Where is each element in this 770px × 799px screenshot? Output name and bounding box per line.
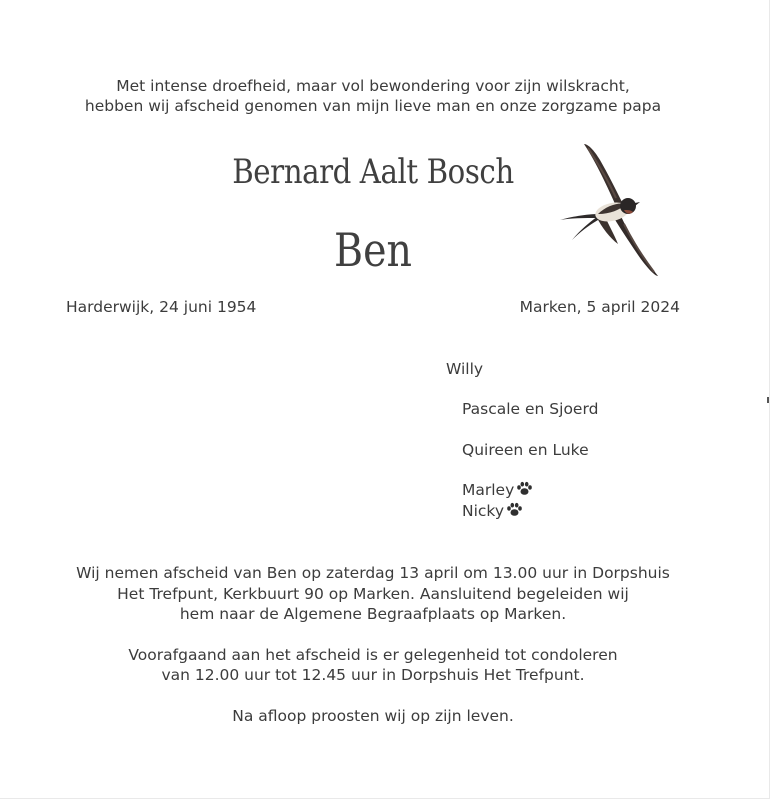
service-details (0, 563, 746, 726)
family-child: Quireen en Luke (462, 441, 589, 459)
condolence-line: van 12.00 uur tot 12.45 uur in Dorpshuis Het Trefpunt. (161, 666, 585, 684)
service-line: Wij nemen afscheid van Ben op zaterdag 13 april om 13.00 uur in Dorpshuis (76, 564, 670, 582)
pet-name: Nicky (462, 502, 505, 520)
family-pet (462, 501, 523, 522)
intro-text (0, 76, 746, 116)
family-pet (462, 480, 533, 501)
service-line: Het Trefpunt, Kerkbuurt 90 op Marken. Aansluitend begeleiden wij (117, 584, 629, 603)
family-spouse: Willy (446, 360, 484, 378)
deceased-full-name: Bernard Aalt Bosch (232, 152, 514, 192)
closing-line: Na afloop proosten wij op zijn leven. (232, 706, 514, 725)
birth-info: Harderwijk, 24 juni 1954 (66, 298, 257, 316)
paw-icon (506, 502, 523, 517)
condolence-line: Voorafgaand aan het afscheid is er gelegenheid tot condoleren (128, 645, 618, 664)
intro-line: Met intense droefheid, maar vol bewondering voor zijn wilskracht, (116, 77, 630, 95)
pet-name: Marley (462, 481, 515, 499)
death-info: Marken, 5 april 2024 (519, 298, 680, 316)
swallow-icon (558, 140, 662, 280)
edge-mark (767, 397, 769, 403)
deceased-nickname: Ben (334, 223, 412, 277)
paw-icon (516, 481, 533, 496)
intro-line: hebben wij afscheid genomen van mijn lieve man en onze zorgzame papa (84, 97, 662, 115)
family-child: Pascale en Sjoerd (462, 400, 599, 418)
service-line: hem naar de Algemene Begraafplaats op Marken. (179, 605, 567, 623)
